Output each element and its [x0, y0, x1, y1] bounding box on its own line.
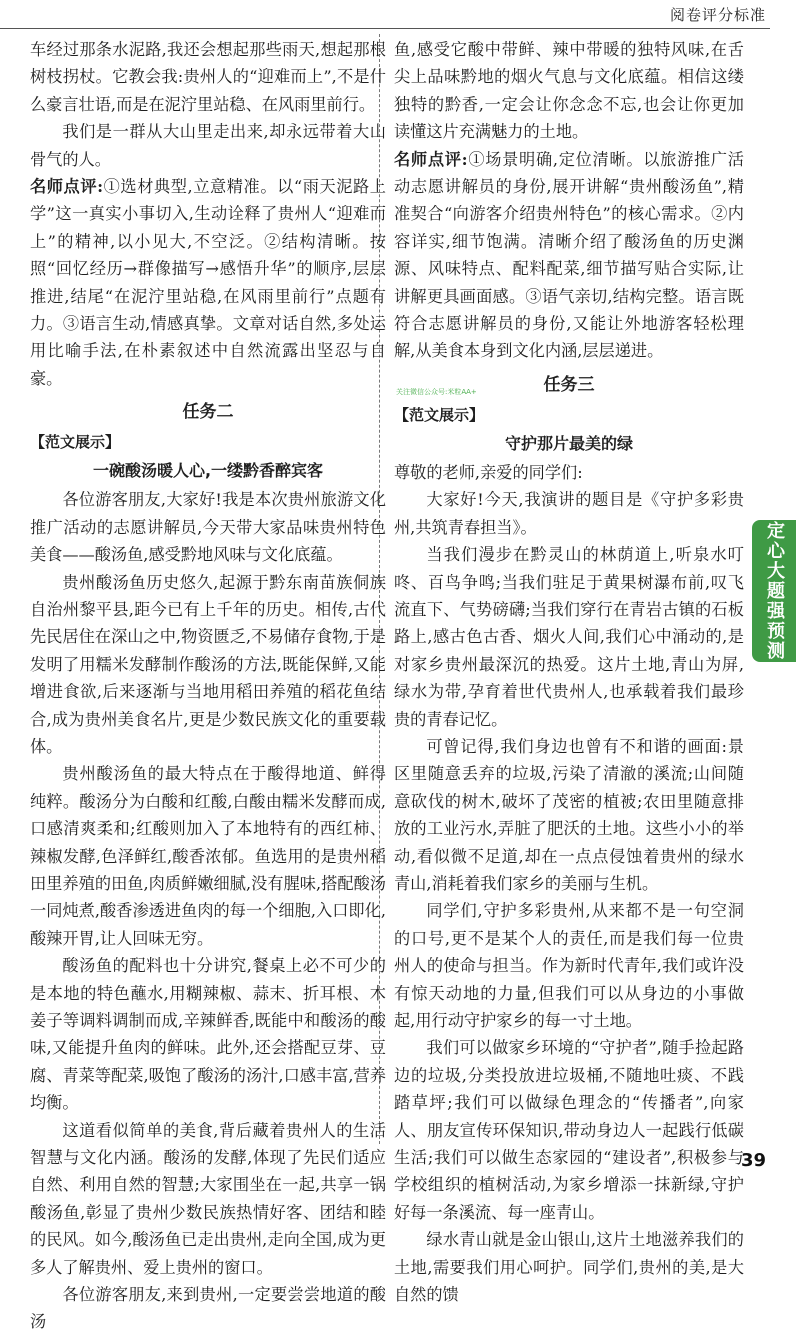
- left-paragraph-4: 贵州酸汤鱼历史悠久,起源于黔东南苗族侗族自治州黎平县,距今已有上千年的历史。相传,古代先民居住在深山之中,物资匮乏,不易储存食物,于是发明了用糯米发酵制作酸汤的方法,既能保鲜,又能增进食欲,后来逐渐与当地用稻田养殖的稻花鱼结合,成为贵州美食名片,更是少数民族文化的重要载体。: [30, 572, 386, 756]
- right-paragraph-5: 同学们,守护多彩贵州,从来都不是一句空洞的口号,更不是某个人的责任,而是我们每一位贵州人的使命与担当。作为新时代青年,我们或许没有惊天动地的力量,但我们可以从身边的小事做起,用行动守护家乡的每一寸土地。: [394, 901, 744, 1030]
- header-title: 阅卷评分标准: [669, 6, 766, 24]
- left-column: [30, 36, 386, 1336]
- right-paragraph-2: 大家好!今天,我演讲的题目是《守护多彩贵州,共筑青春担当》。: [394, 490, 744, 537]
- left-paragraph-5: 贵州酸汤鱼的最大特点在于酸得地道、鲜得纯粹。酸汤分为白酸和红酸,白酸由糯米发酵而成,口感清爽柔和;红酸则加入了本地特有的西红柿、辣椒发酵,色泽鲜红,酸香浓郁。鱼选用的是贵州稻田里养殖的田鱼,肉质鲜嫩细腻,没有腥味,搭配酸汤一同炖煮,酸香渗透进鱼肉的每一个细胞,入口即化,酸辣开胃,让人回味无穷。: [30, 764, 386, 948]
- greeting: 尊敬的老师,亲爱的同学们:: [394, 462, 583, 482]
- left-paragraph-2: 我们是一群从大山里走出来,却永远带着大山骨气的人。: [30, 122, 386, 169]
- right-paragraph-1: 鱼,感受它酸中带鲜、辣中带暖的独特风味,在舌尖上品味黔地的烟火气息与文化底蕴。相信这缕独特的黔香,一定会让你念念不忘,也会让你更加读懂这片充满魅力的土地。: [394, 40, 744, 142]
- page-number: 39: [740, 1150, 766, 1171]
- task-2-heading: 任务二: [182, 402, 234, 423]
- comment-label: 名师点评:: [30, 177, 104, 197]
- header-rule: [0, 28, 770, 29]
- left-paragraph-1: 车经过那条水泥路,我还会想起那些雨天,想起那根树枝拐杖。它教会我:贵州人的“迎难而上”,不是什么豪言壮语,而是在泥泞里站稳、在风雨里前行。: [30, 40, 386, 114]
- section-label: 【范文展示】: [30, 433, 121, 452]
- left-paragraph-8: 各位游客朋友,来到贵州,一定要尝尝地道的酸汤: [30, 1285, 386, 1332]
- left-paragraph-7: 这道看似简单的美食,背后藏着贵州人的生活智慧与文化内涵。酸汤的发酵,体现了先民们适应自然、利用自然的智慧;大家围坐在一起,共享一锅酸汤鱼,彰显了贵州少数民族热情好客、团结和睦的民风。如今,酸汤鱼已走出贵州,走向全国,成为更多人了解贵州、爱上贵州的窗口。: [30, 1120, 386, 1277]
- right-paragraph-6: 我们可以做家乡环境的“守护者”,随手捡起路边的垃圾,分类投放进垃圾桶,不随地吐痰、不践踏草坪;我们可以做绿色理念的“传播者”,向家人、朋友宣传环保知识,带动身边人一起践行低碳生活;我们可以做生态家园的“建设者”,积极参与学校组织的植树活动,为家乡增添一抹新绿,守护好每一条溪流、每一座青山。: [394, 1038, 744, 1222]
- comment-text: ①场景明确,定位清晰。以旅游推广活动志愿讲解员的身份,展开讲解“贵州酸汤鱼”,精准契合“向游客介绍贵州特色”的核心需求。②内容详实,细节饱满。清晰介绍了酸汤鱼的历史渊源、风味特点、配料配菜,细节描写贴合实际,让讲解更具画面感。③语气亲切,结构完整。语言既符合志愿讲解员的身份,又能让外地游客轻松理解,从美食本身到文化内涵,层层递进。: [394, 149, 744, 361]
- section-label: 【范文展示】: [394, 405, 485, 424]
- right-paragraph-4: 可曾记得,我们身边也曾有不和谐的画面:景区里随意丢弃的垃圾,污染了清澈的溪流;山间随意砍伐的树木,破坏了茂密的植被;农田里随意排放的工业污水,弄脏了肥沃的土地。这些小小的举动,看似微不足道,却在一点点侵蚀着贵州的绿水青山,消耗着我们家乡的美丽与生机。: [394, 736, 744, 893]
- page-header: [0, 0, 800, 28]
- watermark-text: 关注微信公众号:米粒ΑΑ+: [396, 388, 477, 396]
- right-column: [394, 36, 744, 1308]
- teacher-comment-2: [394, 146, 744, 365]
- article-title: 守护那片最美的绿: [504, 433, 633, 453]
- left-paragraph-3: 各位游客朋友,大家好!我是本次贵州旅游文化推广活动的志愿讲解员,今天带大家品味贵州特色美食——酸汤鱼,感受黔地风味与文化底蕴。: [30, 490, 386, 565]
- side-tab: 定心大题强预测: [752, 520, 796, 662]
- comment-text: ①选材典型,立意精准。以“雨天泥路上学”这一真实小事切入,生动诠释了贵州人“迎难而上”的精神,以小见大,不空泛。②结构清晰。按照“回忆经历→群像描写→感悟升华”的顺序,层层推进,结尾“在泥泞里站稳,在风雨里前行”点题有力。③语言生动,情感真挚。文章对话自然,多处运用比喻手法,在朴素叙述中自然流露出坚忍与自豪。: [30, 177, 386, 388]
- right-paragraph-7: 绿水青山就是金山银山,这片土地滋养我们的土地,需要我们用心呵护。同学们,贵州的美,是大自然的馈: [394, 1230, 744, 1305]
- left-paragraph-6: 酸汤鱼的配料也十分讲究,餐桌上必不可少的是本地的特色蘸水,用糊辣椒、蒜末、折耳根、木姜子等调料调制而成,辛辣鲜香,既能中和酸汤的酸味,又能提升鱼肉的鲜味。此外,还会搭配豆芽、豆腐、青菜等配菜,吸饱了酸汤的汤汁,口感丰富,营养均衡。: [30, 956, 386, 1113]
- teacher-comment-1: [30, 173, 386, 392]
- article-title: 一碗酸汤暖人心,一缕黔香醉宾客: [92, 461, 324, 481]
- right-paragraph-3: 当我们漫步在黔灵山的林荫道上,听泉水叮咚、百鸟争鸣;当我们驻足于黄果树瀑布前,叹飞流直下、气势磅礴;当我们穿行在青岩古镇的石板路上,感古色古香、烟火人间,我们心中涌动的,是对家乡贵州最深沉的热爱。这片土地,青山为屏,绿水为带,孕育着世代贵州人,也承载着我们最珍贵的青春记忆。: [394, 545, 744, 729]
- task-3-heading: 任务三: [543, 374, 595, 395]
- comment-label: 名师点评:: [394, 149, 468, 169]
